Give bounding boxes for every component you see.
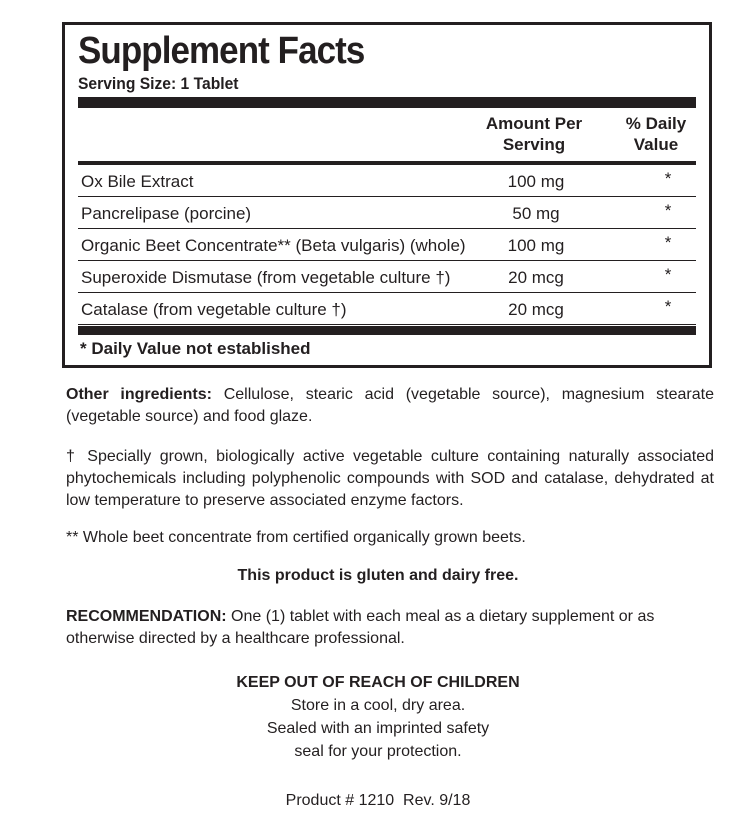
daily-value-note: * Daily Value not established <box>80 339 311 358</box>
recommendation-text: One (1) tablet with each meal as a dietary supplement or as otherwise directed by a healthcare professional. <box>66 608 655 647</box>
ingredient-dv: * <box>664 297 672 316</box>
ingredient-amount: 100 mg <box>507 172 565 191</box>
ingredient-dv: * <box>664 169 672 188</box>
top-divider-bar <box>78 97 696 108</box>
serving-size: Serving Size: 1 Tablet <box>78 74 239 93</box>
recommendation-label: RECOMMENDATION: <box>66 608 227 625</box>
table-row <box>78 261 696 293</box>
ingredient-amount: 20 mcg <box>508 268 564 287</box>
other-ingredients-label: Other ingredients: <box>66 386 212 403</box>
dv-header-line2: Value <box>633 135 679 154</box>
dv-header-line1: % Daily <box>625 114 687 133</box>
ingredient-amount: 50 mg <box>512 204 560 223</box>
ingredient-name: Superoxide Dismutase (from vegetable culture †) <box>81 268 451 287</box>
table-row <box>78 165 696 197</box>
ingredient-dv: * <box>664 201 672 220</box>
ingredient-name: Catalase (from vegetable culture †) <box>81 300 347 319</box>
recommendation <box>66 606 676 650</box>
amount-per-serving-header <box>474 113 594 155</box>
storage-line-2: Sealed with an imprinted safety <box>266 720 490 737</box>
ingredient-name: Ox Bile Extract <box>81 172 194 191</box>
beet-footnote: ** Whole beet concentrate from certified organically grown beets. <box>66 529 526 546</box>
storage-line-1: Store in a cool, dry area. <box>290 697 466 714</box>
dagger-footnote: † Specially grown, biologically active vegetable culture containing naturally associated phytochemicals including polyphenolic compounds with SOD and catalase, dehydrated at low temperature to preserve associated enzyme factors. <box>66 448 714 509</box>
bottom-divider-bar <box>78 326 696 335</box>
ingredient-amount: 20 mcg <box>508 300 564 319</box>
ingredient-dv: * <box>664 265 672 284</box>
warning-title: KEEP OUT OF REACH OF CHILDREN <box>236 674 520 691</box>
other-ingredients <box>66 384 714 428</box>
table-row <box>78 197 696 229</box>
ingredient-dv: * <box>664 233 672 252</box>
supplement-facts-panel <box>62 22 712 368</box>
ingredient-name: Pancrelipase (porcine) <box>81 204 252 223</box>
storage-line-3: seal for your protection. <box>294 743 462 760</box>
table-row <box>78 229 696 261</box>
ingredient-amount: 100 mg <box>507 236 565 255</box>
facts-title: Supplement Facts <box>78 30 365 72</box>
gluten-dairy-statement: This product is gluten and dairy free. <box>237 567 519 584</box>
facts-header-row <box>78 108 696 165</box>
other-ingredients-text: Cellulose, stearic acid (vegetable source), magnesium stearate (vegetable source) and food glaze. <box>66 386 714 425</box>
amount-header-line2: Serving <box>502 135 566 154</box>
amount-header-line1: Amount Per <box>485 114 583 133</box>
product-number: Product # 1210 Rev. 9/18 <box>285 792 471 809</box>
ingredient-name: Organic Beet Concentrate** (Beta vulgaris) (whole) <box>81 236 466 255</box>
daily-value-header <box>606 113 706 155</box>
table-row <box>78 293 696 325</box>
